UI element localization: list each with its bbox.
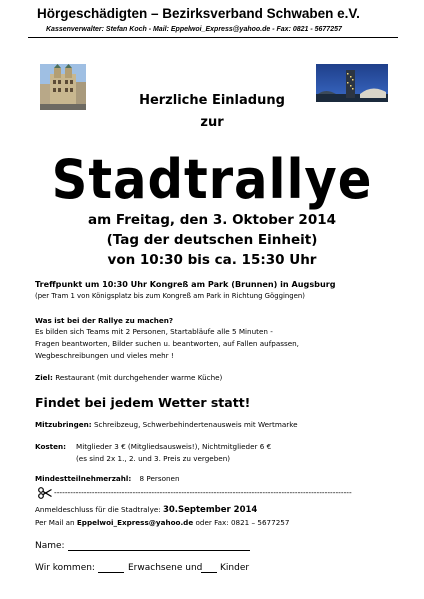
about-line2: Fragen beantworten, Bilder suchen u. beantworten, auf Fallen aufpassen, xyxy=(35,339,299,348)
header-divider xyxy=(28,37,398,38)
about-line1: Es bilden sich Teams mit 2 Personen, Startabläufe alle 5 Minuten - xyxy=(35,327,273,336)
about-question: Was ist bei der Rallye zu machen? xyxy=(35,316,174,325)
contact xyxy=(35,518,289,527)
meeting-point: Treffpunkt um 10:30 Uhr Kongreß am Park (Brunnen) in Augsburg xyxy=(35,279,336,289)
goal xyxy=(35,373,222,382)
goal-text: Restaurant (mit durchgehender warme Küche) xyxy=(55,373,223,382)
bring-text: Schreibzeug, Schwerbehindertenausweis mit Wertmarke xyxy=(93,420,298,429)
header-subtitle: Kassenverwalter: Stefan Koch - Mail: Eppelwoi_Express@yahoo.de - Fax: 0821 - 5677257 xyxy=(46,26,342,33)
about-line3: Wegbeschreibungen und vieles mehr ! xyxy=(35,351,174,360)
meeting-directions: (per Tram 1 von Königsplatz bis zum Kongreß am Park in Richtung Göggingen) xyxy=(35,292,305,300)
scissors-icon xyxy=(38,484,52,496)
event-holiday: (Tag der deutschen Einheit) xyxy=(106,232,318,248)
adults-count-field[interactable] xyxy=(98,572,124,573)
deadline-text: Anmeldeschluss für die Stadtralye: xyxy=(35,505,161,514)
goal-label: Ziel: xyxy=(35,373,53,382)
come-label: Wir kommen: xyxy=(35,563,95,573)
min-participants-text: 8 Personen xyxy=(139,474,180,483)
event-date: am Freitag, den 3. Oktober 2014 xyxy=(87,212,337,228)
min-participants xyxy=(35,474,180,483)
costs-line2: (es sind 2x 1., 2. und 3. Preis zu vergeben) xyxy=(76,454,231,463)
name-label: Name: xyxy=(35,541,65,551)
name-field[interactable] xyxy=(68,550,250,551)
deadline-date: 30.September 2014 xyxy=(162,505,258,515)
contact-prefix: Per Mail an xyxy=(35,518,75,527)
bring-label: Mitzubringen: xyxy=(35,420,92,429)
children-count-field[interactable] xyxy=(201,572,217,573)
weather-notice: Findet bei jedem Wetter statt! xyxy=(35,395,251,410)
costs-line1: Mitglieder 3 € (Mitgliedsausweis!), Nichtmitglieder 6 € xyxy=(76,442,272,451)
bring xyxy=(35,420,298,429)
costs-label: Kosten: xyxy=(35,442,66,451)
event-title: Stadtrallye xyxy=(51,148,373,211)
event-time: von 10:30 bis ca. 15:30 Uhr xyxy=(107,252,317,268)
invitation-line1: Herzliche Einladung xyxy=(139,93,285,108)
adults-label: Erwachsene und xyxy=(128,563,203,573)
contact-email[interactable]: Eppelwoi_Express@yahoo.de xyxy=(76,518,194,527)
header-title: Hörgeschädigten – Bezirksverband Schwaben e.V. xyxy=(37,6,360,21)
contact-suffix: oder Fax: 0821 – 5677257 xyxy=(195,518,290,527)
name-row xyxy=(35,541,65,551)
deadline xyxy=(35,505,257,515)
min-participants-label: Mindestteilnehmerzahl: xyxy=(35,474,132,483)
children-label: Kinder xyxy=(220,563,250,573)
come-row xyxy=(35,563,95,573)
invitation-line2: zur xyxy=(200,115,224,130)
cut-line: -------------------------------------------------------------------------------------------------------------- xyxy=(54,488,352,497)
